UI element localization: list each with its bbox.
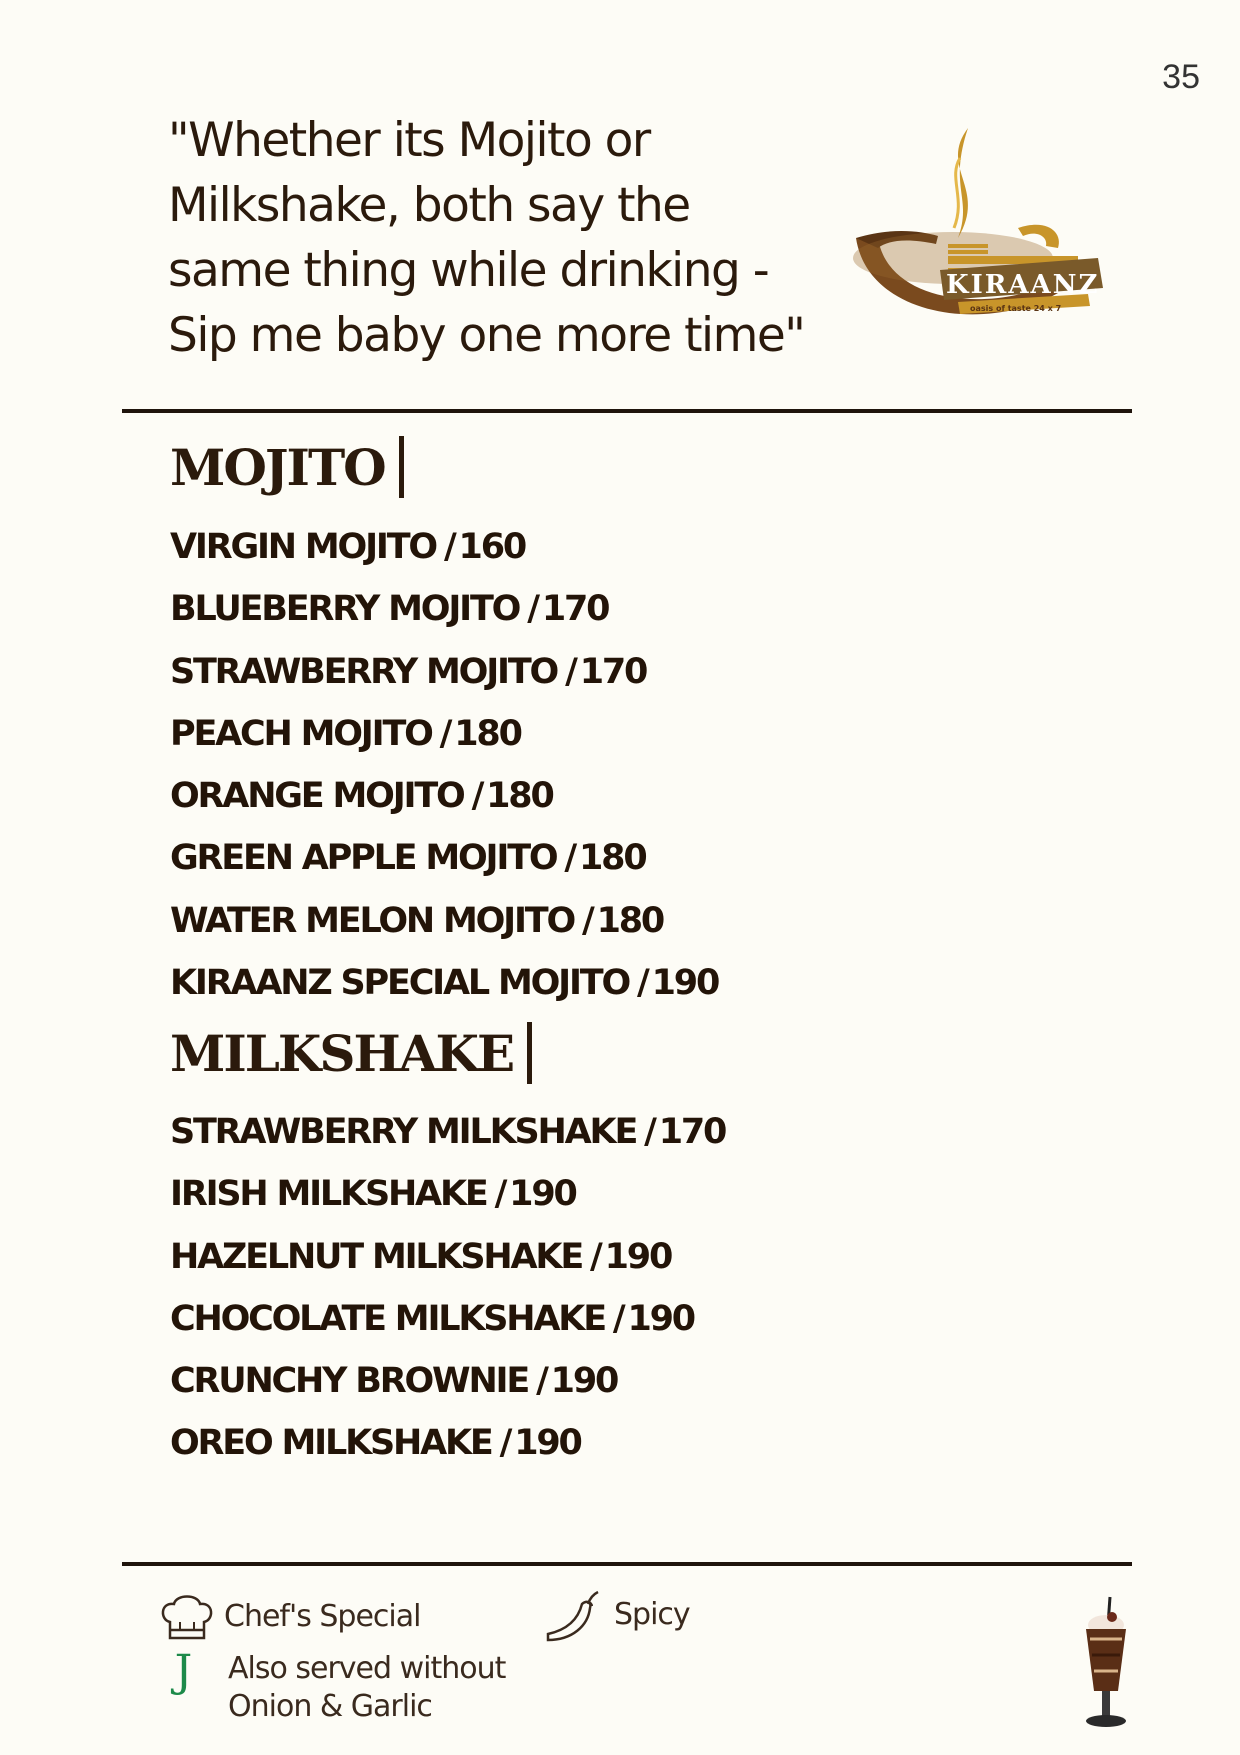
item-price: 180 [454,713,521,754]
legend-chef-special [158,1592,420,1646]
item-price: 190 [514,1423,581,1464]
legend-spicy [542,1590,690,1646]
legend-label: Chef's Special [224,1599,421,1634]
menu-item: GREEN APPLE MOJITO / 180 [170,838,646,879]
divider-bottom [122,1562,1132,1566]
quote-line: Sip me baby one more time" [168,308,805,363]
item-price: 190 [509,1174,576,1215]
milkshake-list [170,1101,725,1475]
logo-tagline: oasis of taste 24 x 7 [970,304,1062,313]
section-title-mojito [170,436,404,498]
menu-item: PEACH MOJITO / 180 [170,713,521,754]
item-price: 190 [550,1361,618,1402]
item-price: 180 [579,838,646,879]
menu-item: BLUEBERRY MOJITO / 170 [170,589,609,630]
quote-line: Milkshake, both say the [168,178,690,233]
item-price: 180 [486,776,553,817]
legend-label: Spicy [614,1597,690,1632]
item-price: 160 [458,527,526,567]
menu-item: STRAWBERRY MILKSHAKE / 170 [170,1112,726,1152]
item-name: PEACH MOJITO [170,713,432,754]
title-bar [399,436,404,498]
item-name: KIRAANZ SPECIAL MOJITO [170,963,630,1004]
menu-item: VIRGIN MOJITO / 160 [170,527,526,567]
item-name: STRAWBERRY MOJITO [170,651,558,692]
menu-item: WATER MELON MOJITO / 180 [170,900,664,941]
legend-jain [168,1646,506,1726]
item-name: VIRGIN MOJITO [170,527,436,567]
item-price: 170 [541,589,609,630]
legend-jain-line: Onion & Garlic [228,1689,432,1724]
chili-pepper-icon [542,1590,604,1646]
item-name: BLUEBERRY MOJITO [170,589,520,630]
item-name: OREO MILKSHAKE [170,1423,492,1464]
section-title-milkshake [170,1022,532,1084]
item-name: STRAWBERRY MILKSHAKE [170,1112,637,1152]
menu-item: STRAWBERRY MOJITO / 170 [170,651,647,692]
item-price: 190 [651,963,719,1004]
item-name: CRUNCHY BROWNIE [170,1361,529,1402]
title-bar [527,1022,532,1084]
jain-icon: J [174,1646,192,1697]
mojito-list [170,516,718,1014]
legend-label [228,1650,505,1726]
menu-item: ORANGE MOJITO / 180 [170,776,553,817]
chef-hat-icon [158,1592,216,1646]
item-price: 190 [604,1236,672,1277]
milkshake-glass-icon [1072,1595,1142,1735]
kiraanz-logo [848,118,1108,348]
menu-item: IRISH MILKSHAKE / 190 [170,1174,576,1215]
item-name: ORANGE MOJITO [170,776,464,817]
section-title-text: MILKSHAKE [170,1023,514,1083]
item-name: HAZELNUT MILKSHAKE [170,1236,583,1277]
item-price: 180 [596,900,664,941]
item-name: CHOCOLATE MILKSHAKE [170,1298,605,1339]
menu-item: KIRAANZ SPECIAL MOJITO / 190 [170,963,719,1004]
item-name: GREEN APPLE MOJITO [170,838,557,879]
menu-item: HAZELNUT MILKSHAKE / 190 [170,1236,672,1277]
item-name: IRISH MILKSHAKE [170,1174,487,1215]
header-quote [168,108,888,368]
logo-brand: KIRAANZ [946,270,1100,300]
menu-item: CHOCOLATE MILKSHAKE / 190 [170,1298,694,1339]
item-name: WATER MELON MOJITO [170,900,575,941]
divider-top [122,409,1132,413]
legend-jain-line: Also served without [228,1651,506,1686]
item-price: 170 [579,651,647,692]
quote-line: "Whether its Mojito or [168,113,650,168]
item-price: 190 [627,1298,694,1339]
menu-item: CRUNCHY BROWNIE / 190 [170,1361,618,1402]
section-title-text: MOJITO [170,437,385,497]
menu-item: OREO MILKSHAKE / 190 [170,1423,581,1464]
item-price: 170 [658,1112,726,1152]
quote-line: same thing while drinking - [168,243,769,298]
page-number: 35 [1162,58,1200,96]
